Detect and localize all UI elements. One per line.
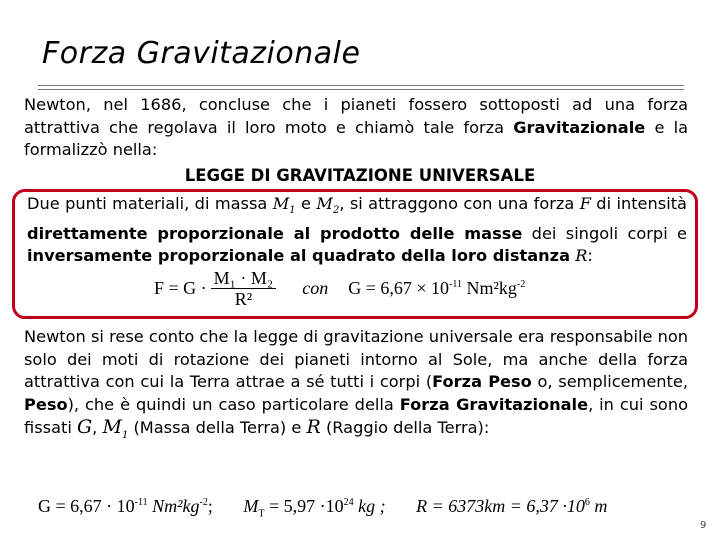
law-text: : — [587, 246, 593, 266]
bold-forza-gravitazionale: Forza Gravitazionale — [399, 394, 589, 414]
explanation-text: , in cui sono fissati — [24, 394, 688, 437]
law-heading: LEGGE DI GRAVITAZIONE UNIVERSALE — [184, 166, 536, 185]
law-statement — [27, 193, 687, 268]
law-text: , si attraggono con una forza — [339, 194, 580, 213]
title-divider-top — [38, 85, 684, 86]
page-number: 9 — [700, 520, 707, 531]
law-text: Due punti materiali, di massa — [27, 194, 273, 213]
distance-symbol: R — [575, 246, 588, 266]
explanation-text: o, semplicemente, — [531, 372, 688, 391]
g-value: $G = 6,67 \cdot 10^{-11}$ $Nm^2kg^{-2}$; — [38, 496, 213, 516]
earth-radius-value: $R = 6373km = 6,37 \cdot 10^6$ m — [416, 496, 608, 516]
law-text: di intensità — [590, 194, 687, 213]
mass-1-symbol: $M_1$ — [272, 194, 296, 217]
formula-lhs: F = G · — [154, 278, 207, 298]
law-bold-inverse: inversamente proporzionale al quadrato della loro distanza — [27, 246, 571, 266]
explanation-paragraph: Newton si rese conto che la legge di gravitazione universale era responsabile non solo dei moti di rotazione dei pianeti intorno al Sole, ma anche della forza attrattiva con cui la Terra attrae a sé tutti i corpi (Forza Peso o, semplicemente, Peso), che è quindi un caso particolare della Forza Gravitazionale, in cui sono fissati G, $M_1$ (Massa della Terra) e R (Raggio della Terra): — [24, 327, 688, 441]
g-symbol: G — [76, 416, 93, 438]
slide-title: Forza Gravitazionale — [42, 36, 361, 71]
formula-denominator: R² — [234, 289, 253, 309]
law-bold-direct: direttamente proporzionale al prodotto delle masse — [27, 223, 523, 243]
explanation-text: ), che è quindi un caso particolare della — [67, 394, 400, 414]
law-text: e — [295, 194, 317, 213]
gravitation-formula — [154, 268, 525, 309]
intro-text: Newton, nel 1686, concluse che i pianeti fossero sottoposti ad una forza attrattiva che regolava il loro moto e chiamò tale forza — [24, 95, 688, 137]
explanation-text: (Massa della Terra) e — [128, 418, 307, 437]
bold-peso: Peso — [24, 394, 68, 414]
bold-forza-peso: Forza Peso — [432, 372, 532, 391]
intro-paragraph — [24, 94, 688, 162]
formula-numerator: M₁ · M₂ — [211, 268, 277, 289]
r-symbol: R — [306, 416, 321, 438]
mass-2-symbol: $M_2$ — [316, 194, 340, 217]
formula-con: con — [302, 278, 329, 298]
force-symbol: F — [579, 194, 591, 213]
explanation-text: (Raggio della Terra): — [320, 418, 490, 437]
earth-mass-value: $M_T = 5,97 \cdot 10^{24}$ kg ; — [243, 496, 386, 520]
constants-formula — [38, 496, 607, 520]
formula-fraction — [211, 268, 277, 309]
title-divider-bottom — [38, 89, 684, 90]
law-text: dei singoli corpi e — [522, 223, 687, 243]
intro-text-end: e la formalizzò nella: — [24, 117, 688, 159]
explanation-text: Newton si rese conto che la legge di gravitazione universale era responsabile non solo dei moti di rotazione dei pianeti intorno al Sole, ma anche della forza attrattiva con cui la Terra attrae a sé tutti i corpi ( — [24, 327, 688, 391]
m1-symbol: $M_1$ — [102, 416, 129, 441]
g-constant: $G = 6,67 \times 10^{-11}$ $Nm^2kg^{-2}$ — [348, 278, 526, 298]
intro-bold-term: Gravitazionale — [513, 117, 646, 137]
